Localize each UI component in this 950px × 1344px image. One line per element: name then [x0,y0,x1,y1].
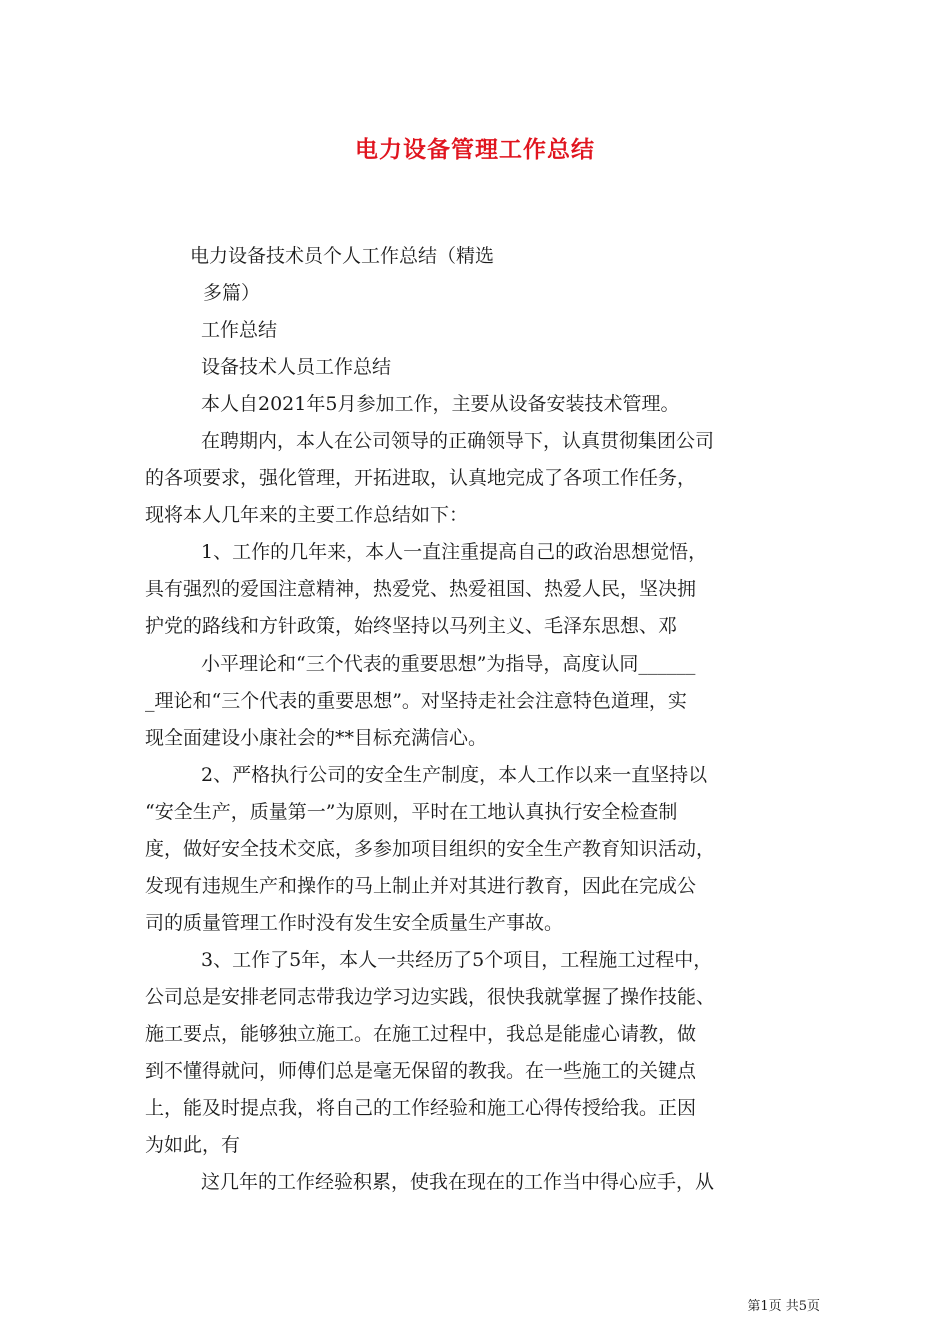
page-number: 第1页 共5页 [747,1299,820,1314]
text-line: “安全生产，质量第一”为原则，平时在工地认真执行安全检查制 [145,801,678,823]
text-line: 本人自2021年5月参加工作，主要从设备安装技术管理。 [201,393,680,415]
text-line: 度，做好安全技术交底，多参加项目组织的安全生产教育知识活动， [145,838,716,860]
text-line: 现全面建设小康社会的**目标充满信心。 [145,727,488,749]
text-line: 发现有违规生产和操作的马上制止并对其进行教育，因此在完成公 [145,875,697,897]
text-line: 的各项要求，强化管理，开拓进取，认真地完成了各项工作任务， [145,467,697,489]
text-line: 施工要点，能够独立施工。在施工过程中，我总是能虚心请教，做 [145,1023,697,1045]
text-line: 护党的路线和方针政策，始终坚持以马列主义、毛泽东思想、邓 [145,615,678,637]
text-line: 到不懂得就问，师傅们总是毫无保留的教我。在一些施工的关键点 [145,1060,697,1082]
text-line: 这几年的工作经验积累，使我在现在的工作当中得心应手，从 [201,1171,715,1193]
text-line: 多篇） [203,282,261,304]
document-title: 电力设备管理工作总结 [355,136,595,163]
text-line: 设备技术人员工作总结 [201,356,392,378]
text-line: 工作总结 [201,319,278,341]
text-line: 上，能及时提点我，将自己的工作经验和施工心得传授给我。正因 [145,1097,697,1119]
text-line: 在聘期内，本人在公司领导的正确领导下，认真贯彻集团公司 [201,430,715,452]
text-line: 为如此，有 [145,1134,241,1156]
text-line: 公司总是安排老同志带我边学习边实践，很快我就掌握了操作技能、 [145,986,716,1008]
text-line: 电力设备技术员个人工作总结（精选 [190,245,495,267]
text-line: _理论和“三个代表的重要思想”。对坚持走社会注意特色道理，实 [145,690,687,712]
text-line: 1、工作的几年来，本人一直注重提高自己的政治思想觉悟， [201,541,708,563]
text-line: 小平理论和“三个代表的重要思想”为指导，高度认同______ [201,653,696,675]
text-line: 现将本人几年来的主要工作总结如下： [145,504,469,526]
text-line: 具有强烈的爱国注意精神，热爱党、热爱祖国、热爱人民，坚决拥 [145,578,697,600]
text-line: 2、严格执行公司的安全生产制度，本人工作以来一直坚持以 [201,764,708,786]
text-line: 司的质量管理工作时没有发生安全质量生产事故。 [145,912,564,934]
text-line: 3、工作了5年，本人一共经历了5个项目，工程施工过程中， [201,949,713,971]
